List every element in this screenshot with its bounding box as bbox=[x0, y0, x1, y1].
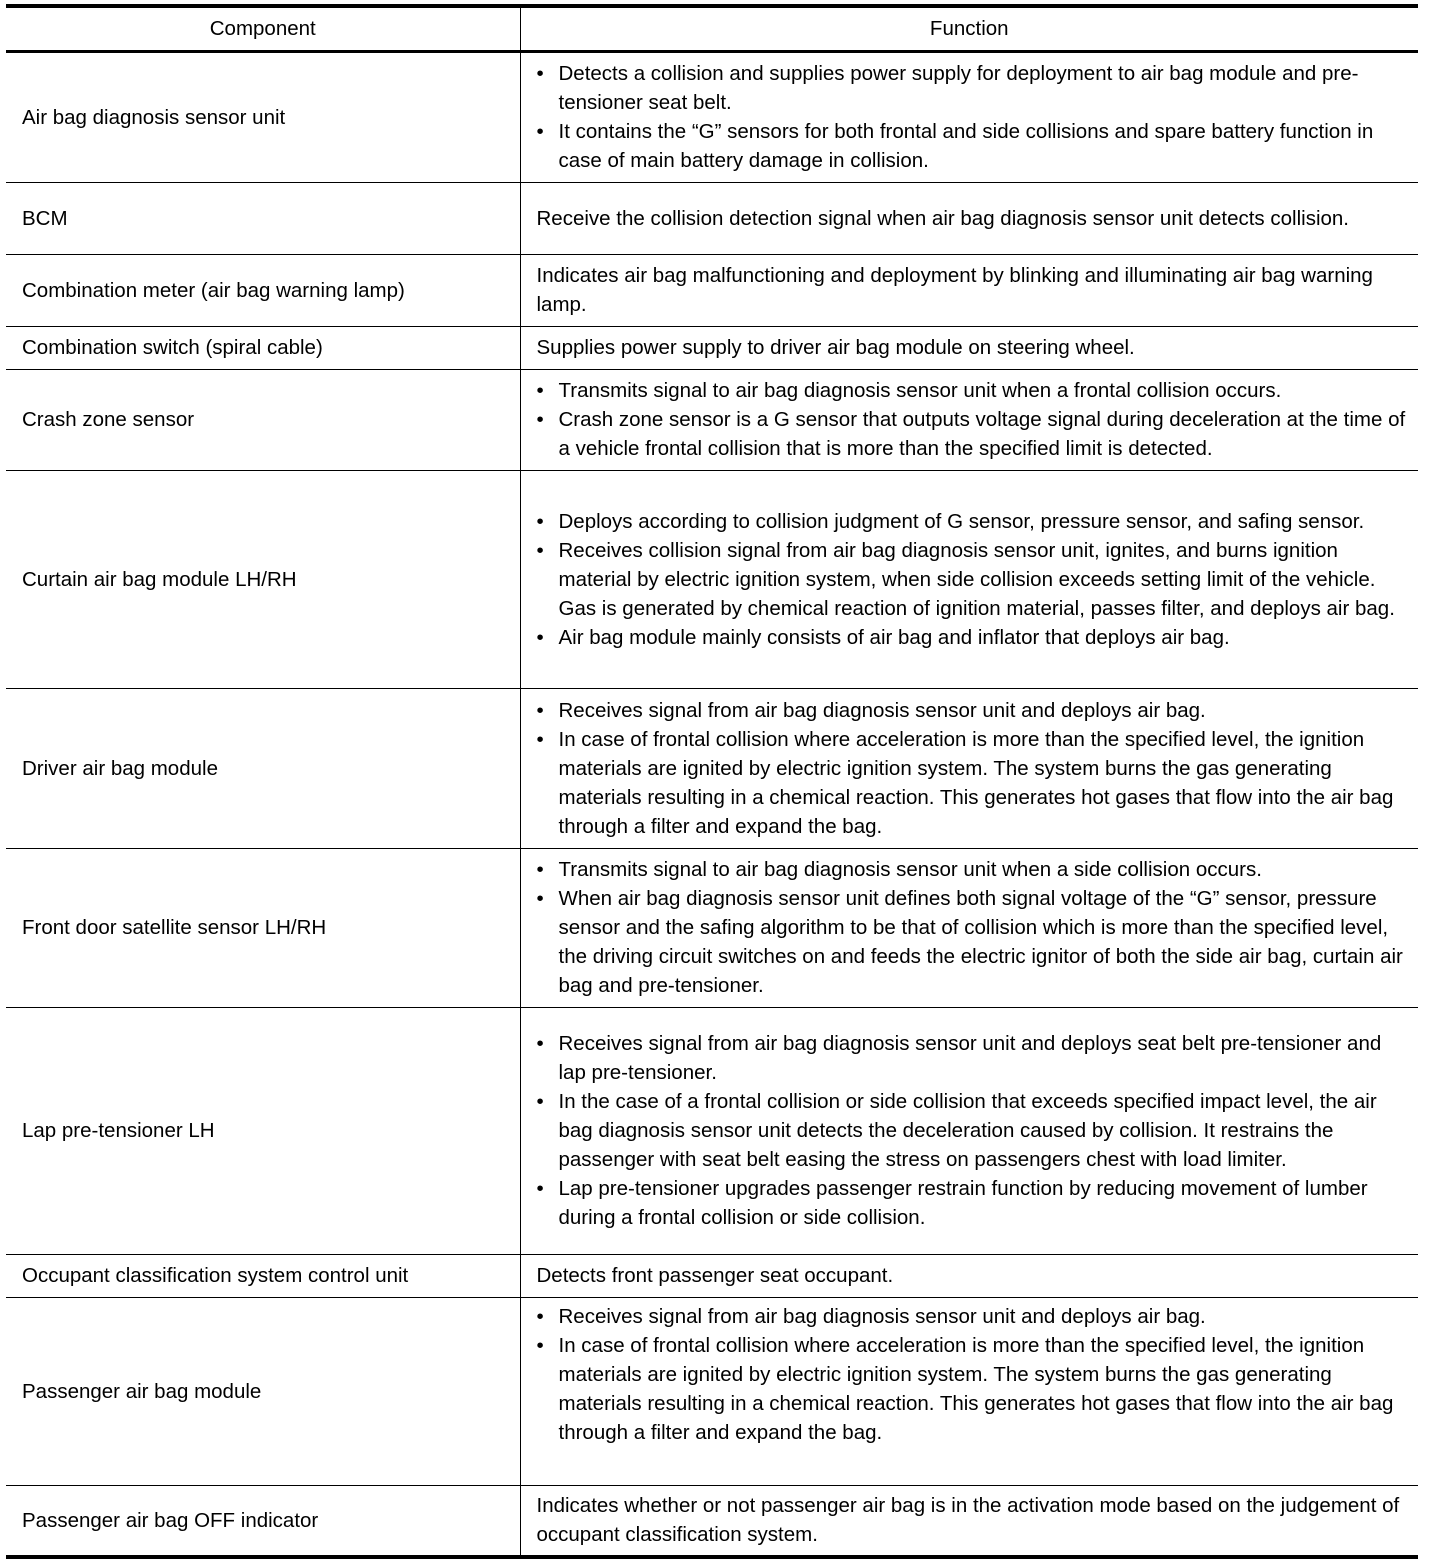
function-cell bbox=[520, 1007, 1418, 1254]
function-bullet: • Transmits signal to air bag diagnosis sensor unit when a side collision occurs. bbox=[537, 855, 1409, 884]
function-list bbox=[537, 376, 1409, 463]
table-row bbox=[6, 1297, 1418, 1485]
table-row bbox=[6, 51, 1418, 182]
function-bullet: • Receives signal from air bag diagnosis sensor unit and deploys seat belt pre-tensioner and lap pre-tensioner. bbox=[537, 1029, 1409, 1087]
function-bullet: • Receives signal from air bag diagnosis sensor unit and deploys air bag. bbox=[537, 1302, 1409, 1331]
function-list bbox=[537, 507, 1409, 652]
function-bullet: • It contains the “G” sensors for both frontal and side collisions and spare battery function in case of main battery damage in collision. bbox=[537, 117, 1409, 175]
header-function: Function bbox=[520, 6, 1418, 51]
function-list bbox=[537, 1302, 1409, 1447]
function-cell bbox=[520, 470, 1418, 688]
component-cell: Curtain air bag module LH/RH bbox=[6, 470, 520, 688]
function-bullet: • Receives signal from air bag diagnosis sensor unit and deploys air bag. bbox=[537, 696, 1409, 725]
function-cell: Supplies power supply to driver air bag module on steering wheel. bbox=[520, 326, 1418, 369]
function-bullet: • Detects a collision and supplies power supply for deployment to air bag module and pre-tensioner seat belt. bbox=[537, 59, 1409, 117]
table-row bbox=[6, 470, 1418, 688]
function-cell bbox=[520, 1297, 1418, 1485]
function-list bbox=[537, 696, 1409, 841]
component-cell: BCM bbox=[6, 182, 520, 254]
table-row bbox=[6, 848, 1418, 1007]
function-bullet: • When air bag diagnosis sensor unit defines both signal voltage of the “G” sensor, pressure sensor and the safing algorithm to be that of collision which is more than the specified level, the driving circuit switches on and feeds the electric ignitor of both the side air bag, curtain air bag and pre-tensioner. bbox=[537, 884, 1409, 1000]
component-cell: Passenger air bag module bbox=[6, 1297, 520, 1485]
component-function-table bbox=[6, 4, 1418, 1559]
function-cell bbox=[520, 51, 1418, 182]
table-row bbox=[6, 1007, 1418, 1254]
header-component: Component bbox=[6, 6, 520, 51]
table-row bbox=[6, 688, 1418, 848]
function-cell bbox=[520, 848, 1418, 1007]
component-cell: Front door satellite sensor LH/RH bbox=[6, 848, 520, 1007]
function-cell bbox=[520, 369, 1418, 470]
function-cell: Indicates whether or not passenger air bag is in the activation mode based on the judgement of occupant classification system. bbox=[520, 1485, 1418, 1557]
header-row bbox=[6, 6, 1418, 51]
function-bullet: • Transmits signal to air bag diagnosis sensor unit when a frontal collision occurs. bbox=[537, 376, 1409, 405]
function-list bbox=[537, 59, 1409, 175]
component-cell: Air bag diagnosis sensor unit bbox=[6, 51, 520, 182]
function-bullet: • In the case of a frontal collision or side collision that exceeds specified impact level, the air bag diagnosis sensor unit detects the deceleration caused by collision. It restrains the passenger with seat belt easing the stress on passengers chest with load limiter. bbox=[537, 1087, 1409, 1174]
function-bullet: • Deploys according to collision judgment of G sensor, pressure sensor, and safing sensor. bbox=[537, 507, 1409, 536]
table-row bbox=[6, 182, 1418, 254]
component-cell: Crash zone sensor bbox=[6, 369, 520, 470]
table-row bbox=[6, 326, 1418, 369]
table-row bbox=[6, 1254, 1418, 1297]
function-bullet: • Receives collision signal from air bag diagnosis sensor unit, ignites, and burns ignition material by electric ignition system, when side collision exceeds setting limit of the vehicle. Gas is generated by chemical reaction of ignition material, passes filter, and deploys air bag. bbox=[537, 536, 1409, 623]
function-bullet: • In case of frontal collision where acceleration is more than the specified level, the ignition materials are ignited by electric ignition system. The system burns the gas generating materials resulting in a chemical reaction. This generates hot gases that flow into the air bag through a filter and expand the bag. bbox=[537, 725, 1409, 841]
function-list bbox=[537, 1029, 1409, 1232]
function-bullet: • Air bag module mainly consists of air bag and inflator that deploys air bag. bbox=[537, 623, 1409, 652]
function-bullet: • In case of frontal collision where acceleration is more than the specified level, the ignition materials are ignited by electric ignition system. The system burns the gas generating materials resulting in a chemical reaction. This generates hot gases that flow into the air bag through a filter and expand the bag. bbox=[537, 1331, 1409, 1447]
component-cell: Combination meter (air bag warning lamp) bbox=[6, 254, 520, 326]
component-cell: Passenger air bag OFF indicator bbox=[6, 1485, 520, 1557]
table-row bbox=[6, 369, 1418, 470]
component-cell: Combination switch (spiral cable) bbox=[6, 326, 520, 369]
component-cell: Driver air bag module bbox=[6, 688, 520, 848]
component-cell: Occupant classification system control unit bbox=[6, 1254, 520, 1297]
function-cell bbox=[520, 688, 1418, 848]
function-bullet: • Crash zone sensor is a G sensor that outputs voltage signal during deceleration at the time of a vehicle frontal collision that is more than the specified limit is detected. bbox=[537, 405, 1409, 463]
table-row bbox=[6, 254, 1418, 326]
function-list bbox=[537, 855, 1409, 1000]
function-cell: Detects front passenger seat occupant. bbox=[520, 1254, 1418, 1297]
function-cell: Receive the collision detection signal when air bag diagnosis sensor unit detects collision. bbox=[520, 182, 1418, 254]
component-cell: Lap pre-tensioner LH bbox=[6, 1007, 520, 1254]
function-bullet: • Lap pre-tensioner upgrades passenger restrain function by reducing movement of lumber during a frontal collision or side collision. bbox=[537, 1174, 1409, 1232]
table-row bbox=[6, 1485, 1418, 1557]
function-cell: Indicates air bag malfunctioning and deployment by blinking and illuminating air bag warning lamp. bbox=[520, 254, 1418, 326]
